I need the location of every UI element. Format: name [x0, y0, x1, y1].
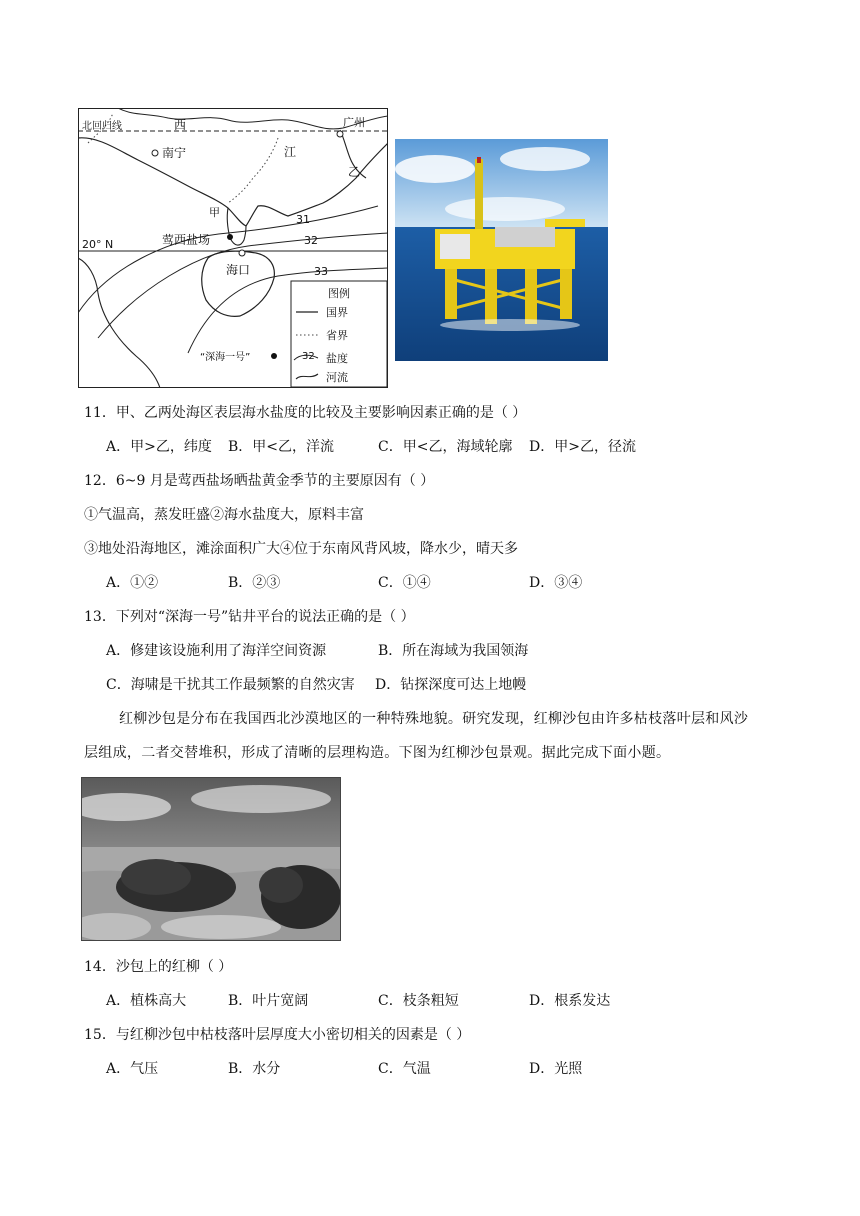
svg-text:32: 32: [304, 234, 318, 247]
q12-option-a[interactable]: A．①②: [106, 575, 159, 591]
map-figure: [78, 108, 388, 388]
q14-option-c[interactable]: C．枝条粗短: [378, 993, 459, 1009]
q11-option-d[interactable]: D．甲>乙，径流: [529, 439, 636, 455]
q12-option-b[interactable]: B．②③: [228, 575, 281, 591]
q14-option-a[interactable]: A．植株高大: [106, 993, 187, 1009]
svg-text:西: 西: [174, 118, 187, 132]
q12-statement-line-2: ③地处沿海地区，滩涂面积广大④位于东南风背风坡，降水少，晴天多: [84, 541, 518, 557]
q11-option-a[interactable]: A．甲>乙，纬度: [106, 439, 212, 455]
oil-platform-photo: [395, 139, 608, 361]
q13-option-b[interactable]: B．所在海域为我国领海: [378, 643, 529, 659]
lat-label: 20° N: [82, 238, 114, 251]
svg-text:省界: 省界: [326, 329, 348, 342]
svg-text:32: 32: [302, 351, 315, 362]
passage-line-2: 层组成，二者交替堆积，形成了清晰的层理构造。下图为红柳沙包景观。据此完成下面小题。: [84, 745, 671, 761]
svg-text:盐度: 盐度: [326, 352, 348, 365]
legend-title: 图例: [328, 287, 350, 300]
guangzhou-label: 广州: [343, 116, 365, 129]
q12-statement-line-1: ①气温高，蒸发旺盛②海水盐度大，原料丰富: [84, 507, 364, 523]
question-15-stem: 15．与红柳沙包中枯枝落叶层厚度大小密切相关的因素是（ ）: [84, 1027, 471, 1043]
q12-option-c[interactable]: C．①④: [378, 575, 431, 591]
question-14-stem: 14．沙包上的红柳（ ）: [84, 959, 233, 975]
q12-option-d[interactable]: D．③④: [529, 575, 583, 591]
yi-label: 乙: [348, 165, 361, 179]
haikou-point: [239, 250, 245, 256]
svg-text:31: 31: [296, 213, 310, 226]
tropic-label: 北回归线: [82, 121, 122, 132]
jia-label: 甲: [209, 206, 220, 219]
q13-option-c[interactable]: C．海啸是干扰其工作最频繁的自然灾害: [106, 677, 355, 693]
svg-text:国界: 国界: [326, 306, 348, 319]
shenhai-label: “深海一号”: [200, 352, 251, 363]
shenhai-point: [271, 353, 277, 359]
map-svg: [78, 108, 388, 388]
nanning-point: [152, 150, 158, 156]
svg-text:33: 33: [314, 265, 328, 278]
question-13-stem: 13．下列对“深海一号”钻井平台的说法正确的是（ ）: [84, 609, 415, 625]
nanning-label: 南宁: [162, 146, 187, 160]
q13-option-a[interactable]: A．修建该设施利用了海洋空间资源: [106, 643, 327, 659]
passage-line-1: 红柳沙包是分布在我国西北沙漠地区的一种特殊地貌。研究发现，红柳沙包由许多枯枝落叶层和风沙: [119, 711, 749, 727]
q14-option-d[interactable]: D．根系发达: [529, 993, 611, 1009]
q14-option-b[interactable]: B．叶片宽阔: [228, 993, 309, 1009]
q15-option-a[interactable]: A．气压: [106, 1061, 159, 1077]
saltfield-label: 莺西盐场: [162, 233, 211, 247]
question-11-stem: 11．甲、乙两处海区表层海水盐度的比较及主要影响因素正确的是（ ）: [84, 405, 527, 421]
q15-option-b[interactable]: B．水分: [228, 1061, 281, 1077]
q15-option-c[interactable]: C．气温: [378, 1061, 431, 1077]
q15-option-d[interactable]: D．光照: [529, 1061, 583, 1077]
svg-text:江: 江: [284, 145, 297, 159]
red-willow-photo: [81, 777, 341, 941]
guangzhou-point: [337, 131, 343, 137]
haikou-label: 海口: [226, 263, 251, 277]
question-12-stem: 12．6~9 月是莺西盐场晒盐黄金季节的主要原因有（ ）: [84, 473, 435, 489]
q11-option-b[interactable]: B．甲<乙，洋流: [228, 439, 335, 455]
saltfield-point: [227, 234, 233, 240]
q13-option-d[interactable]: D．钻探深度可达上地幔: [375, 677, 527, 693]
q11-option-c[interactable]: C．甲<乙，海域轮廓: [378, 439, 513, 455]
svg-text:河流: 河流: [326, 371, 348, 384]
